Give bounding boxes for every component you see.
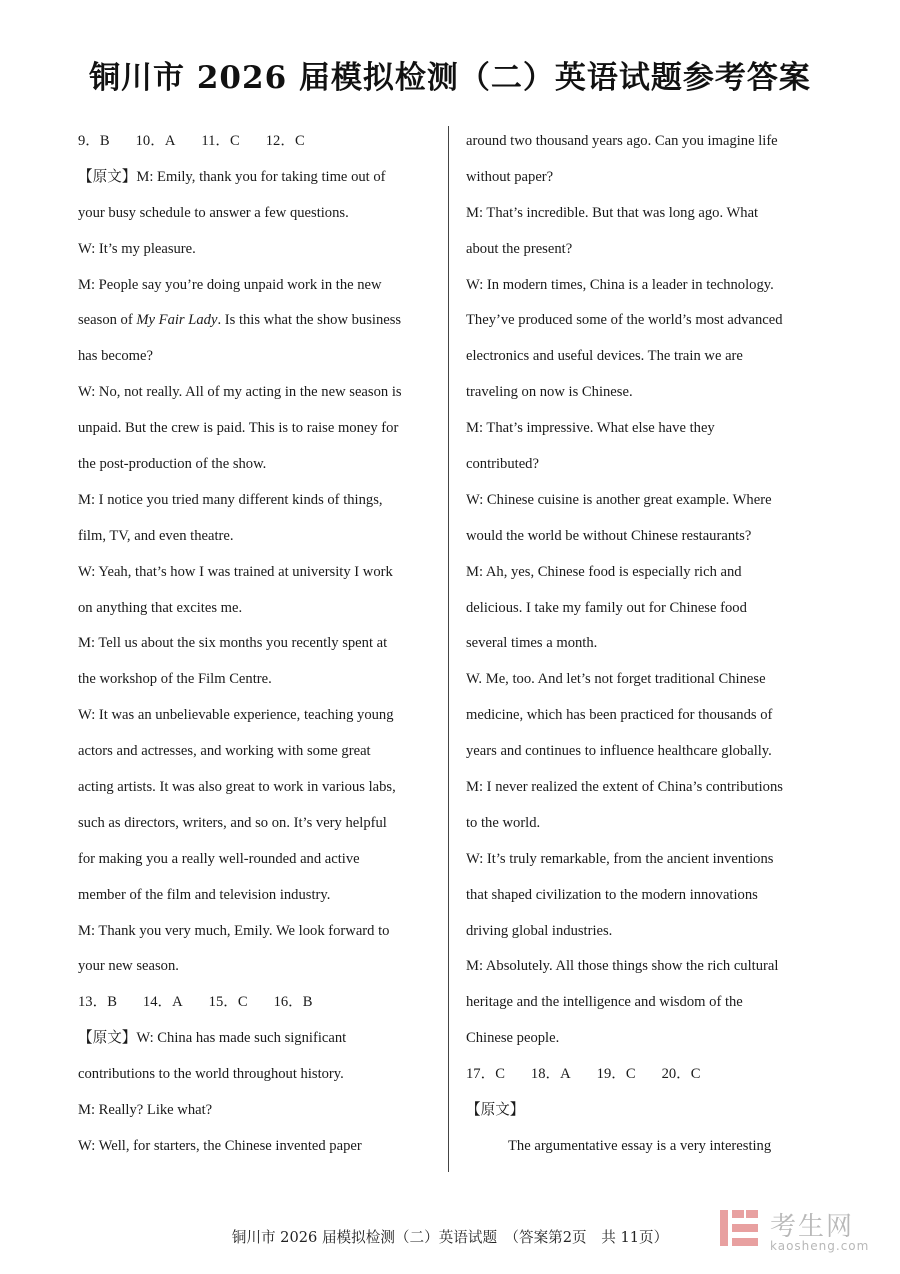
transcript-line: M: I notice you tried many different kinds of things,	[78, 491, 383, 508]
answer-item: 12．C	[265, 133, 305, 149]
transcript-line: driving global industries.	[466, 922, 613, 939]
transcript-line: W: Well, for starters, the Chinese invented paper	[78, 1137, 362, 1154]
page-footer: 铜川市 2026 届模拟检测（二）英语试题 （答案第2页 共 11页）	[231, 1229, 669, 1246]
transcript-line: unpaid. But the crew is paid. This is to raise money for	[78, 420, 399, 437]
transcript-line: heritage and the intelligence and wisdom of the	[466, 994, 743, 1011]
transcript-line: film, TV, and even theatre.	[78, 527, 234, 544]
transcript-line: M: That’s impressive. What else have they	[466, 420, 715, 437]
transcript-line	[78, 303, 450, 339]
transcript-line: W: No, not really. All of my acting in the new season is	[78, 384, 402, 401]
transcript-line: M: Really? Like what?	[78, 1102, 213, 1119]
answer-item: 17．C	[466, 1066, 505, 1083]
transcript-line: contributions to the world throughout history.	[78, 1066, 344, 1083]
transcript-line: M: I never realized the extent of China’s contributions	[466, 779, 783, 796]
answer-item: 16．B	[273, 994, 313, 1011]
transcript-line: 【原文】W: China has made such significant	[78, 1030, 347, 1047]
transcript-line: to the world.	[466, 814, 541, 831]
watermark-name: 考生网	[770, 1212, 855, 1242]
transcript-line: M: Ah, yes, Chinese food is especially rich and	[466, 563, 742, 580]
kaosheng-logo-icon	[718, 1206, 762, 1250]
transcript-text: season of	[78, 312, 137, 329]
transcript-line: traveling on now is Chinese.	[466, 384, 633, 401]
transcript-line: W: In modern times, China is a leader in technology.	[466, 276, 774, 293]
transcript-line: They’ve produced some of the world’s most advanced	[466, 312, 783, 329]
answer-key-row	[78, 124, 450, 160]
transcript-line: your new season.	[78, 958, 179, 975]
column-divider	[448, 126, 449, 1172]
transcript-line: your busy schedule to answer a few questions.	[78, 204, 349, 221]
transcript-line: W: It’s my pleasure.	[78, 240, 196, 257]
page-title: 铜川市 2026 届模拟检测（二）英语试题参考答案	[89, 60, 811, 96]
answer-item: 14．A	[142, 994, 183, 1011]
answer-item: 13．B	[78, 994, 117, 1011]
transcript-line: M: People say you’re doing unpaid work in the new	[78, 276, 382, 293]
transcript-line: delicious. I take my family out for Chinese food	[466, 599, 747, 616]
answer-item: 10．A	[135, 133, 176, 149]
answer-item: 20．C	[661, 1066, 701, 1083]
transcript-line: M: That’s incredible. But that was long ago. What	[466, 204, 759, 221]
transcript-line: that shaped civilization to the modern innovations	[466, 886, 758, 903]
transcript-line: W: Chinese cuisine is another great example. Where	[466, 491, 772, 508]
show-title-italic: My Fair Lady	[136, 312, 218, 329]
transcript-line: would the world be without Chinese restaurants?	[466, 527, 752, 544]
transcript-line: Chinese people.	[466, 1030, 560, 1047]
transcript-line: member of the film and television industry.	[78, 886, 331, 903]
transcript-line: 【原文】M: Emily, thank you for taking time out of	[78, 168, 386, 185]
transcript-line: around two thousand years ago. Can you imagine life	[466, 133, 778, 149]
transcript-line: The argumentative essay is a very interesting	[508, 1137, 772, 1154]
answer-item: 15．C	[208, 994, 248, 1011]
watermark-url: kaosheng.com	[770, 1239, 870, 1253]
transcript-line: has become?	[78, 348, 153, 365]
transcript-line: 【原文】	[466, 1102, 525, 1119]
transcript-line: electronics and useful devices. The train we are	[466, 348, 743, 365]
transcript-text: . Is this what the show business	[217, 312, 402, 329]
transcript-line: the workshop of the Film Centre.	[78, 671, 272, 688]
transcript-line: contributed?	[466, 456, 539, 473]
watermark-logo	[718, 1206, 880, 1258]
transcript-line: actors and actresses, and working with some great	[78, 743, 371, 760]
transcript-line: years and continues to influence healthcare globally.	[466, 743, 772, 760]
answer-key-row	[466, 1057, 838, 1093]
transcript-line: W: Yeah, that’s how I was trained at university I work	[78, 563, 393, 580]
transcript-line: W. Me, too. And let’s not forget traditional Chinese	[466, 671, 766, 688]
transcript-line: W: It’s truly remarkable, from the ancient inventions	[466, 850, 774, 867]
transcript-line: several times a month.	[466, 635, 598, 652]
transcript-line: the post-production of the show.	[78, 456, 267, 473]
answer-item: 9．B	[78, 133, 110, 149]
transcript-line: without paper?	[466, 168, 554, 185]
right-column	[466, 124, 838, 1165]
transcript-line: on anything that excites me.	[78, 599, 243, 616]
transcript-line: W: It was an unbelievable experience, teaching young	[78, 707, 394, 724]
transcript-line: M: Absolutely. All those things show the rich cultural	[466, 958, 779, 975]
answer-key-row	[78, 985, 450, 1021]
answer-item: 18．A	[530, 1066, 571, 1083]
transcript-line: such as directors, writers, and so on. It’s very helpful	[78, 814, 387, 831]
transcript-line: M: Thank you very much, Emily. We look forward to	[78, 922, 390, 939]
answer-item: 19．C	[596, 1066, 636, 1083]
transcript-line: acting artists. It was also great to work in various labs,	[78, 779, 396, 796]
transcript-line: for making you a really well-rounded and active	[78, 850, 360, 867]
answer-item: 11．C	[201, 133, 240, 149]
transcript-line: about the present?	[466, 240, 573, 257]
transcript-line: M: Tell us about the six months you recently spent at	[78, 635, 388, 652]
transcript-line: medicine, which has been practiced for thousands of	[466, 707, 773, 724]
left-column	[78, 124, 450, 1165]
